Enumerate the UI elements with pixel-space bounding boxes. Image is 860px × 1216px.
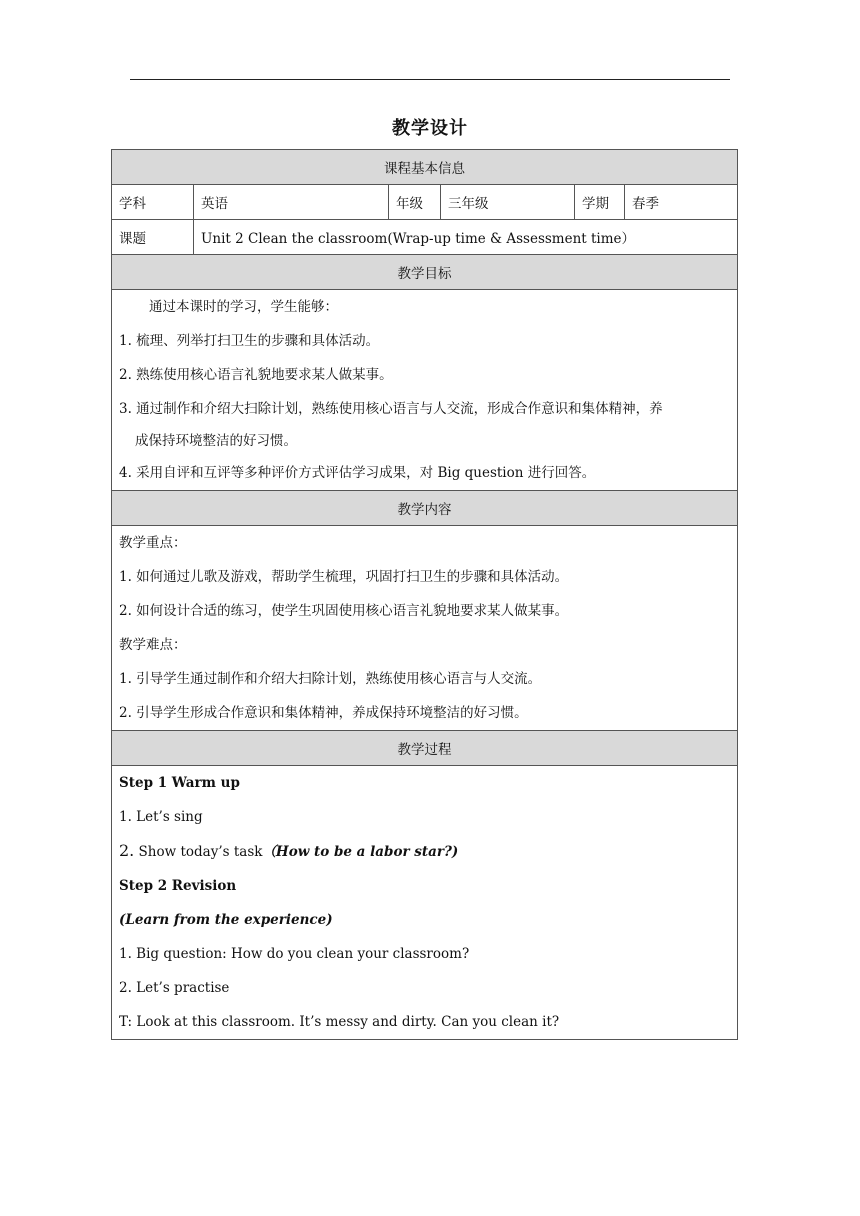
topic-value: Unit 2 Clean the classroom(Wrap-up time & Assessment time） — [194, 220, 738, 255]
key-point-item: 2. 如何设计合适的练习，使学生巩固使用核心语言礼貌地要求某人做某事。 — [119, 603, 569, 619]
objective-item-continued: 成保持环境整洁的好习惯。 — [135, 433, 297, 449]
key-point-item: 1. 如何通过儿歌及游戏，帮助学生梳理，巩固打扫卫生的步骤和具体活动。 — [119, 569, 569, 585]
subject-value: 英语 — [194, 185, 389, 220]
section-process: 教学过程 — [112, 731, 738, 766]
grade-value: 三年级 — [441, 185, 575, 220]
objectives-box — [112, 290, 738, 491]
section-content: 教学内容 — [112, 491, 738, 526]
subject-label: 学科 — [112, 185, 194, 220]
step2-subtitle: (Learn from the experience) — [119, 912, 333, 928]
section-objectives: 教学目标 — [112, 255, 738, 290]
step2-heading: Step 2 Revision — [119, 878, 237, 894]
step1-item: 1. Let’s sing — [119, 809, 203, 825]
step2-item: 2. Let’s practise — [119, 980, 230, 996]
step1-heading: Step 1 Warm up — [119, 775, 240, 791]
process-box — [112, 766, 738, 1040]
step1-item — [119, 834, 730, 869]
step1-item-text: Show today’s task — [134, 844, 263, 860]
key-points-label: 教学重点： — [119, 535, 187, 551]
difficult-points-label: 教学难点： — [119, 637, 187, 653]
step1-task-italic: （How to be a labor star?) — [262, 844, 459, 860]
header-rule — [130, 79, 730, 80]
section-basic-info: 课程基本信息 — [112, 150, 738, 185]
topic-label: 课题 — [112, 220, 194, 255]
step2-item: 1. Big question: How do you clean your classroom? — [119, 946, 470, 962]
term-value: 春季 — [625, 185, 738, 220]
objective-item: 3. 通过制作和介绍大扫除计划，熟练使用核心语言与人交流，形成合作意识和集体精神，养 — [119, 401, 663, 417]
content-box — [112, 526, 738, 731]
objectives-intro: 通过本课时的学习，学生能够： — [149, 299, 338, 315]
teacher-line: T: Look at this classroom. It’s messy and dirty. Can you clean it? — [119, 1014, 560, 1030]
step1-item-number: 2. — [119, 841, 135, 860]
difficult-point-item: 2. 引导学生形成合作意识和集体精神，养成保持环境整洁的好习惯。 — [119, 705, 528, 721]
grade-label: 年级 — [389, 185, 441, 220]
document-title: 教学设计 — [392, 118, 468, 139]
term-label: 学期 — [575, 185, 625, 220]
objective-item: 4. 采用自评和互评等多种评价方式评估学习成果，对 Big question 进行回答。 — [119, 465, 596, 481]
lesson-plan-table — [111, 149, 738, 1040]
objective-item: 2. 熟练使用核心语言礼貌地要求某人做某事。 — [119, 367, 393, 383]
difficult-point-item: 1. 引导学生通过制作和介绍大扫除计划，熟练使用核心语言与人交流。 — [119, 671, 542, 687]
objective-item: 1. 梳理、列举打扫卫生的步骤和具体活动。 — [119, 333, 380, 349]
